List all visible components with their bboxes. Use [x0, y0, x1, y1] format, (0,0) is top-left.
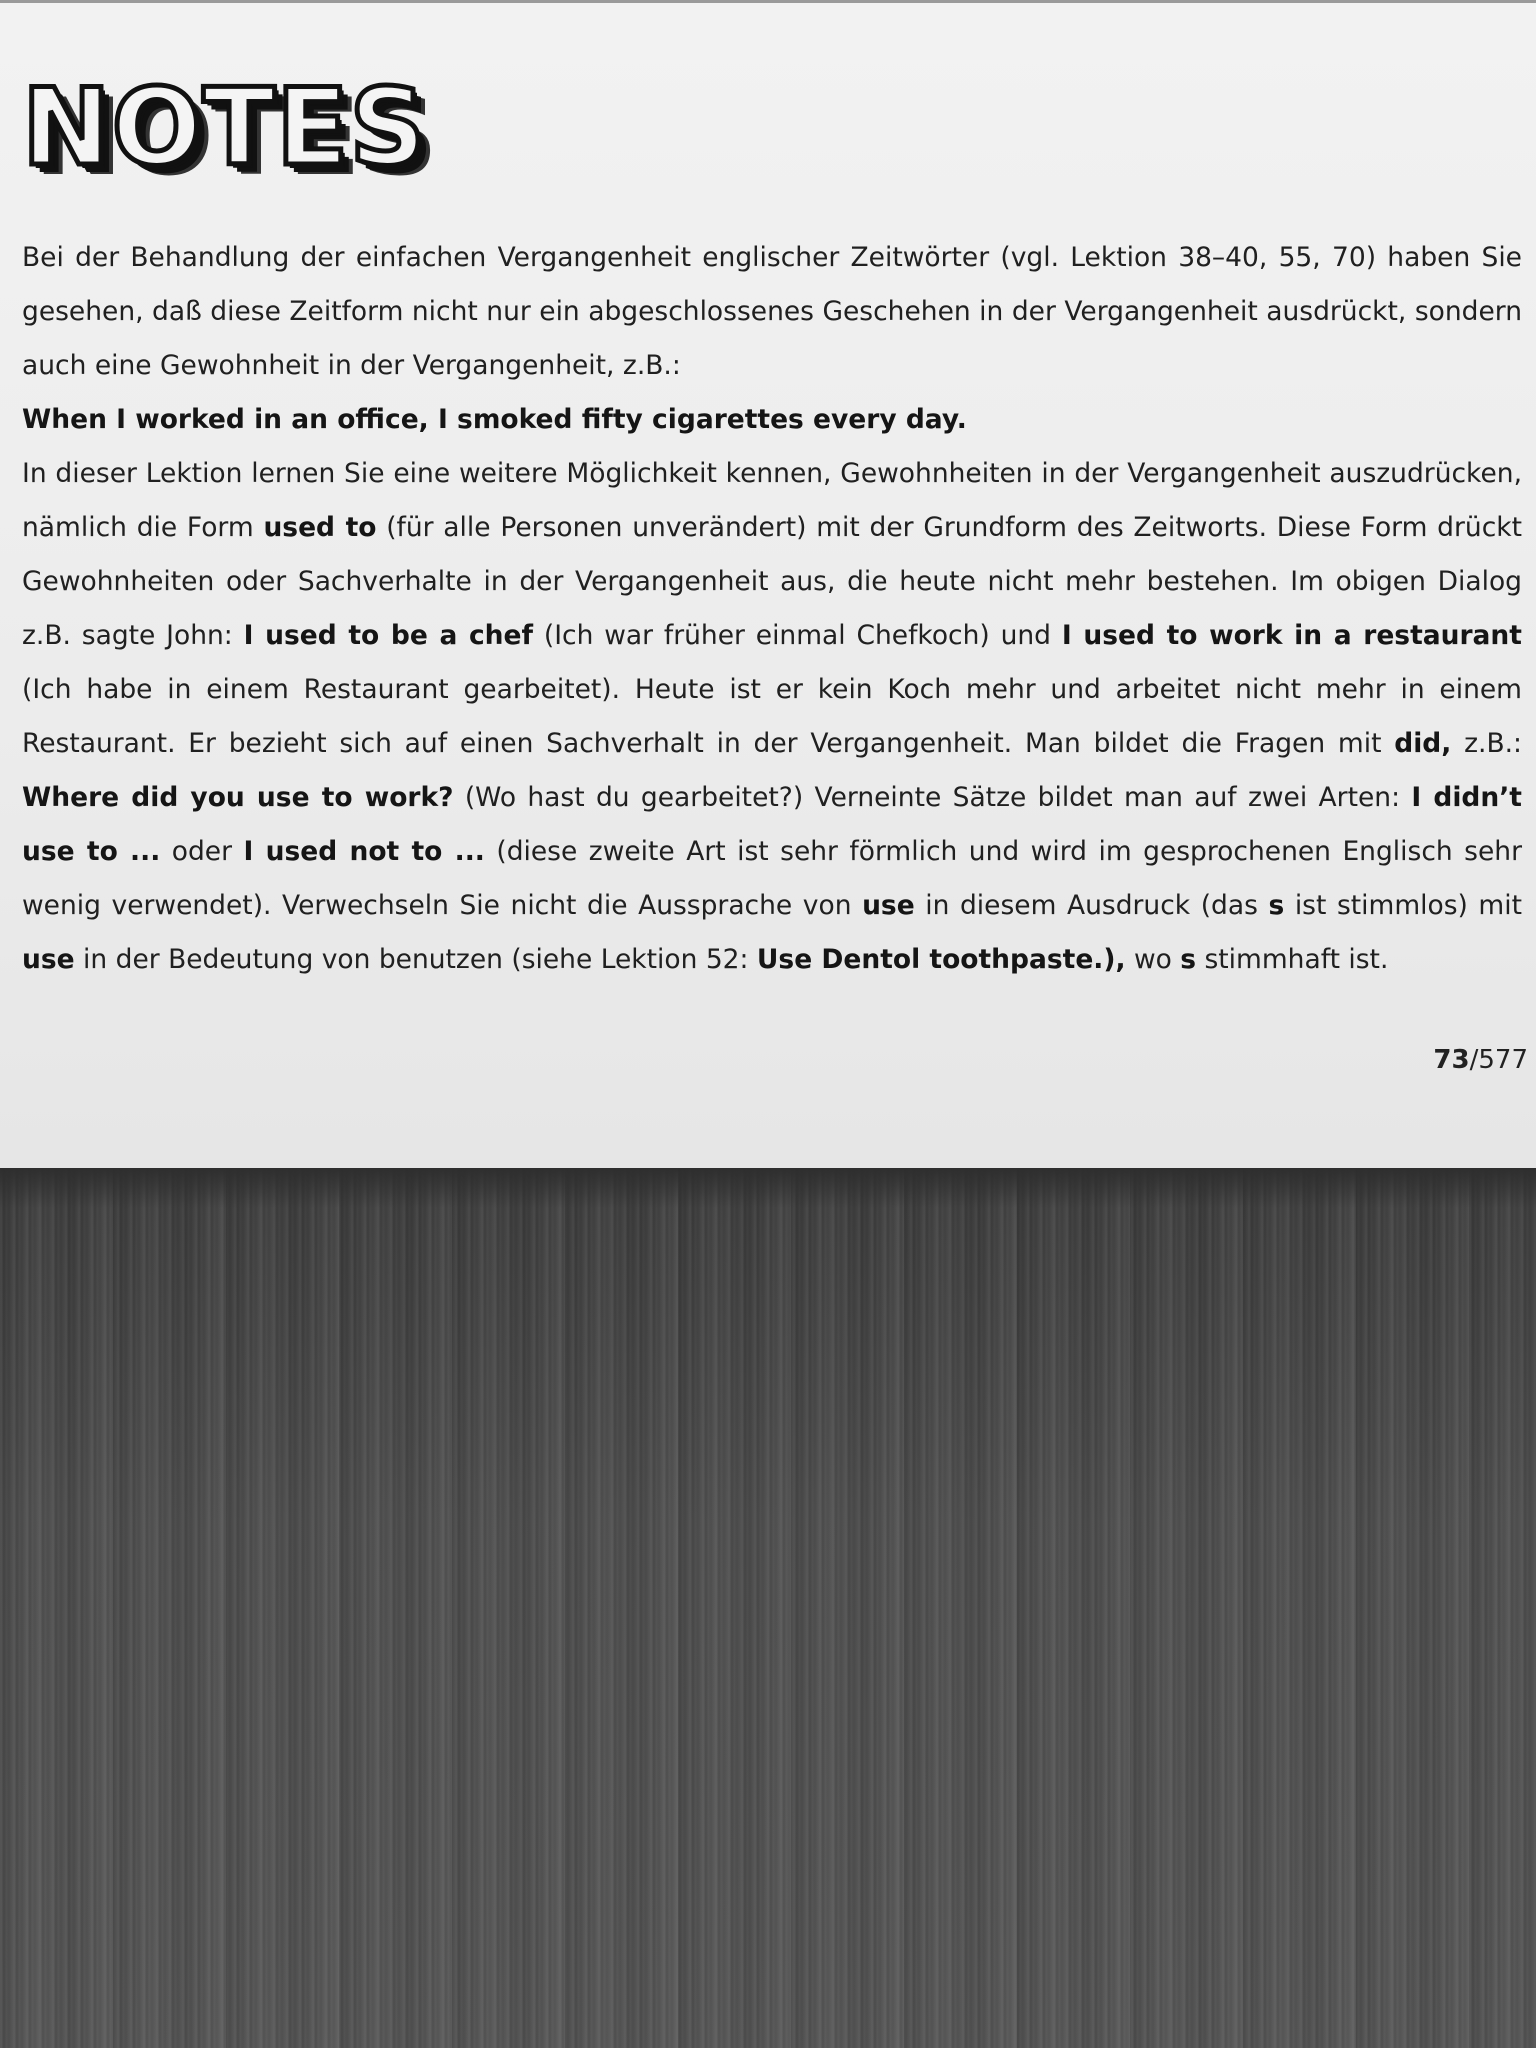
text-run: Bei der Behandlung der einfachen Vergangenheit englischer Zeitwörter (vgl. Lektion 38–40, 55, 70) haben Sie gesehen, daß diese Zeitform nicht nur ein abgeschlossenes Geschehen in der Vergangenheit ausdrückt, sondern auch eine Gewohnheit in der Vergangenheit, z.B.: — [22, 242, 1522, 381]
bold-term: s — [1180, 944, 1197, 975]
bold-term: Where did you use to work? — [22, 782, 454, 813]
text-run: (Ich habe in einem Restaurant gearbeitet). Heute ist er kein Koch mehr und arbeitet nicht mehr in einem Restaurant. Er bezieht sich auf einen Sachverhalt in der Vergangenheit. Man bildet die Fragen mit — [22, 674, 1522, 759]
text-run: z.B.: — [1451, 728, 1522, 759]
notes-body — [22, 231, 1522, 987]
page-number — [1433, 1045, 1528, 1075]
bold-term: I didn’t use to ... — [22, 782, 1522, 867]
text-run: ist stimmlos) mit — [1284, 890, 1522, 921]
page-number-total: 577 — [1478, 1045, 1528, 1075]
page-number-current: 73 — [1433, 1045, 1470, 1075]
bold-term: Use Dentol toothpaste.), — [756, 944, 1126, 975]
bold-example: When I worked in an office, I smoked fifty cigarettes every day. — [22, 404, 967, 435]
page-number-separator: / — [1469, 1045, 1479, 1075]
text-run: stimmhaft ist. — [1196, 944, 1389, 975]
text-run: (Wo hast du gearbeitet?) Verneinte Sätze bildet man auf zwei Arten: — [453, 782, 1412, 813]
text-run: wo — [1125, 944, 1181, 975]
text-run: (diese zweite Art ist sehr förmlich und wird im gesprochenen Englisch sehr wenig verwendet). Verwechseln Sie nicht die Aussprache von — [22, 836, 1522, 921]
text-run: In dieser Lektion lernen Sie eine weitere Möglichkeit kennen, Gewohnheiten in der Vergangenheit auszudrücken, nämlich die Form — [22, 458, 1522, 543]
bold-term: I used to work in a restaurant — [1061, 620, 1522, 651]
bold-term: I used to be a chef — [243, 620, 534, 651]
bold-term: I used not to ... — [243, 836, 485, 867]
bold-term: use — [862, 890, 915, 921]
notes-heading: NOTES — [22, 66, 427, 189]
paragraph-main — [22, 447, 1522, 987]
text-run: (für alle Personen unverändert) mit der Grundform des Zeitworts. Diese Form drückt Gewohnheiten oder Sachverhalte in der Vergangenheit aus, die heute nicht mehr bestehen. Im obigen Dialog z.B. sagte John: — [22, 512, 1522, 651]
bold-term: did, — [1394, 728, 1452, 759]
text-run: oder — [160, 836, 244, 867]
bold-term: used to — [263, 512, 377, 543]
text-run: (Ich war früher einmal Chefkoch) und — [533, 620, 1062, 651]
text-run: in diesem Ausdruck (das — [914, 890, 1269, 921]
wooden-table-surface — [0, 1168, 1536, 2048]
text-run: in der Bedeutung von benutzen (siehe Lektion 52: — [74, 944, 757, 975]
paragraph-intro — [22, 231, 1522, 393]
page-shadow — [0, 1168, 1536, 1208]
example-sentence — [22, 393, 1522, 447]
bold-term: use — [22, 944, 75, 975]
bold-term: s — [1268, 890, 1285, 921]
